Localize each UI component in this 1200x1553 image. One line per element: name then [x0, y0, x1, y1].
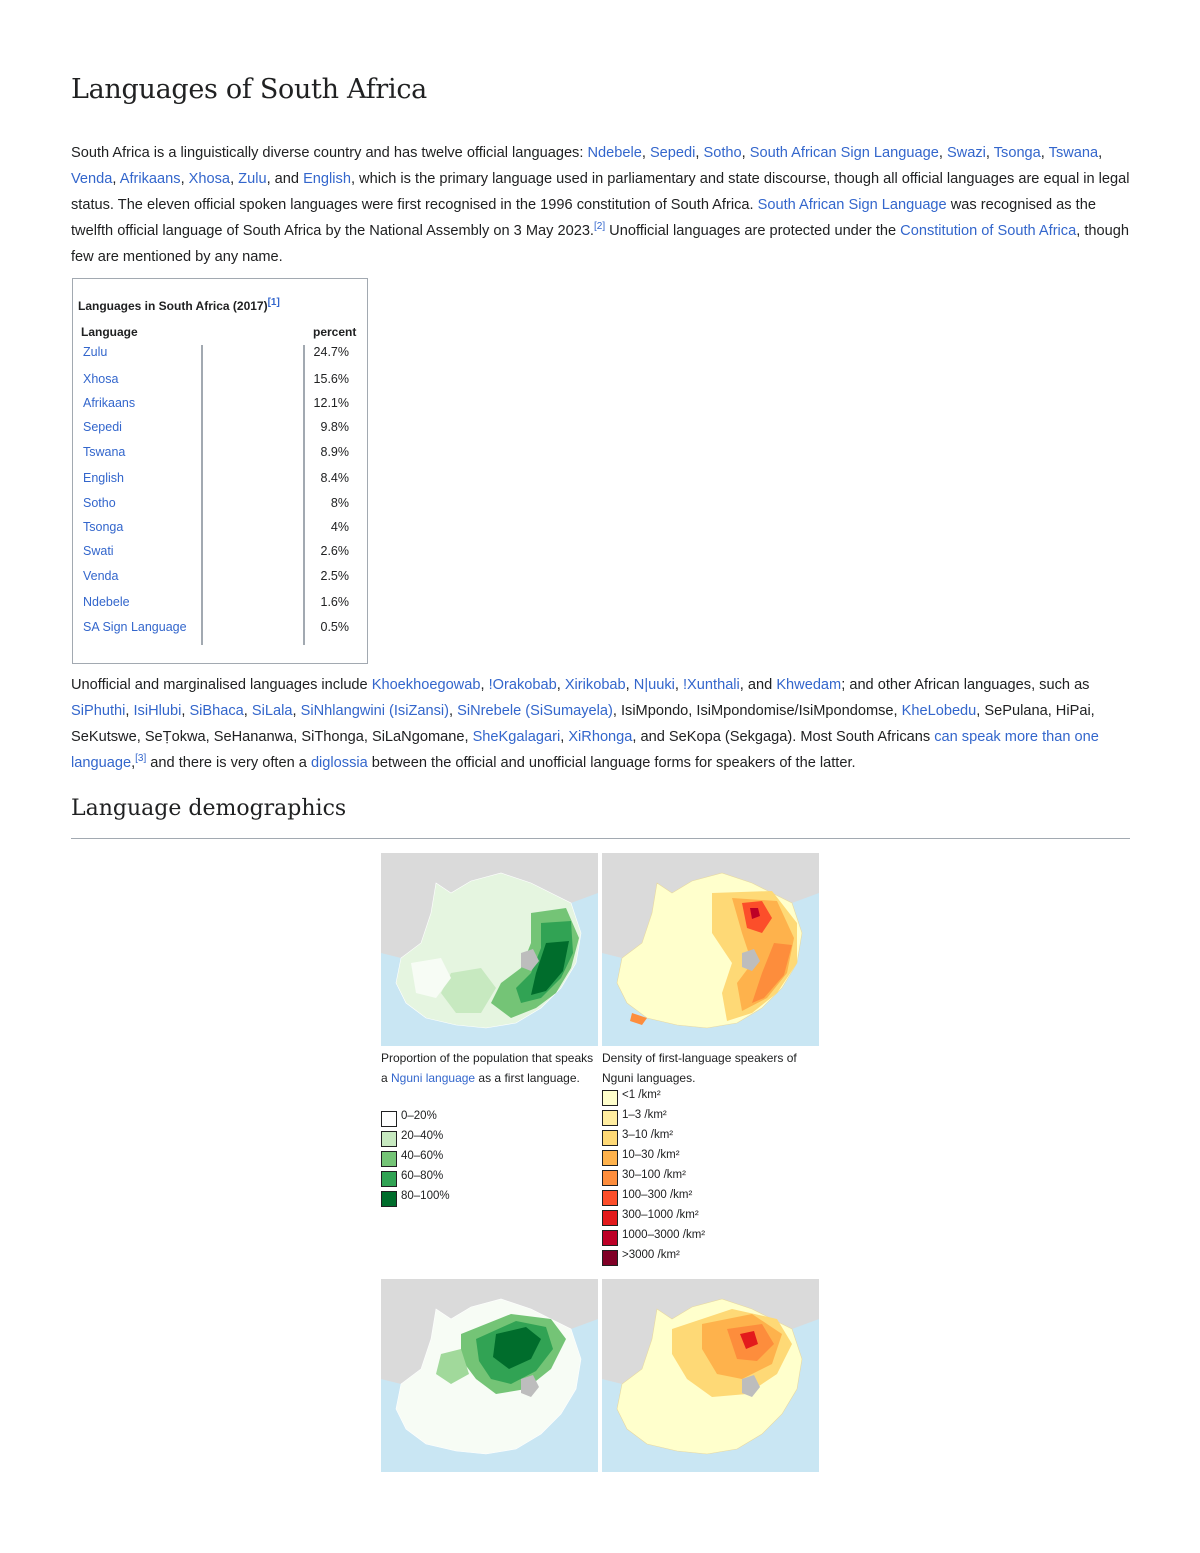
- link-xhosa[interactable]: Xhosa: [188, 171, 231, 187]
- legend-label: 1000–3000 /km²: [622, 1229, 706, 1241]
- reference-1[interactable]: [1]: [267, 297, 280, 308]
- legend-swatch: [602, 1210, 618, 1226]
- link-sibhaca[interactable]: SiBhaca: [189, 703, 244, 719]
- nguni-proportion-map[interactable]: [381, 853, 598, 1046]
- link-orakobab[interactable]: !Orakobab: [488, 677, 557, 693]
- table-row: [83, 544, 359, 566]
- legend-label: 40–60%: [401, 1150, 444, 1162]
- language-link[interactable]: Tswana: [83, 445, 126, 459]
- language-link[interactable]: English: [83, 471, 124, 485]
- page-title: Languages of South Africa: [71, 74, 427, 105]
- link-south-african-sign-language[interactable]: South African Sign Language: [749, 145, 939, 161]
- language-link[interactable]: Afrikaans: [83, 396, 136, 410]
- table-row: [83, 372, 359, 394]
- legend-label: 1–3 /km²: [622, 1109, 667, 1121]
- table-caption: Languages in South Africa (2017)[1]: [78, 297, 280, 313]
- link-khwedam[interactable]: Khwedam: [776, 677, 842, 693]
- link-xunthali[interactable]: !Xunthali: [683, 677, 740, 693]
- link-nuuki[interactable]: N|uuki: [633, 677, 675, 693]
- legend-swatch: [602, 1230, 618, 1246]
- legend-swatch: [602, 1170, 618, 1186]
- language-link[interactable]: Tsonga: [83, 520, 124, 534]
- legend-label: 3–10 /km²: [622, 1129, 674, 1141]
- legend-label: 0–20%: [401, 1110, 437, 1122]
- language-link[interactable]: Swati: [83, 544, 114, 558]
- link-khoekhoegowab[interactable]: Khoekhoegowab: [371, 677, 481, 693]
- table-row: [83, 471, 359, 493]
- link-nguni-language[interactable]: Nguni language: [391, 1071, 476, 1085]
- reference-3[interactable]: [3]: [135, 753, 147, 765]
- percent-value: 4%: [330, 520, 349, 534]
- link-sinhlangwini[interactable]: SiNhlangwini (IsiZansi): [300, 703, 450, 719]
- link-xirikobab[interactable]: Xirikobab: [564, 677, 626, 693]
- table-row: [83, 496, 359, 518]
- link-south-african-sign-language-2[interactable]: South African Sign Language: [757, 197, 947, 213]
- legend-label: 300–1000 /km²: [622, 1209, 699, 1221]
- percent-value: 9.8%: [320, 420, 349, 434]
- legend-label: 30–100 /km²: [622, 1169, 686, 1181]
- legend-swatch: [381, 1171, 397, 1187]
- legend-swatch: [602, 1150, 618, 1166]
- language-link[interactable]: Ndebele: [83, 595, 130, 609]
- sotho-tswana-density-map[interactable]: [602, 1279, 819, 1472]
- percent-value: 12.1%: [313, 396, 349, 410]
- legend-swatch: [381, 1111, 397, 1127]
- percent-value: 2.5%: [320, 569, 349, 583]
- link-xirhonga[interactable]: XiRhonga: [568, 729, 633, 745]
- unofficial-languages-paragraph: Unofficial and marginalised languages include Khoekhoegowab, !Orakobab, Xirikobab, N|uuki, !Xunthali, and Khwedam; and other African languages, such as SiPhuthi, IsiHlubi, SiBhaca, SiLala, SiNhlangwini (IsiZansi), SiNrebele (SiSumayela), IsiMpondo, IsiMpondomise/IsiMpondomse, KheLobedu, SePulana, HiPai, SeKutswe, SeṬokwa, SeHananwa, SiThonga, SiLaNgomane, SheKgalagari, XiRhonga, and SeKopa (Sekgaga). Most South Africans can speak more than one language,[3] and there is very often a diglossia between the official and unofficial language forms for speakers of the latter.: [71, 677, 1099, 771]
- table-row: [83, 345, 359, 367]
- percent-value: 24.7%: [313, 345, 349, 359]
- legend-label: >3000 /km²: [622, 1249, 680, 1261]
- legend-label: 80–100%: [401, 1190, 450, 1202]
- language-link[interactable]: Sepedi: [83, 420, 122, 434]
- language-link[interactable]: Sotho: [83, 496, 116, 510]
- percent-value: 0.5%: [320, 620, 349, 634]
- link-shekgalagari[interactable]: SheKgalagari: [472, 729, 561, 745]
- link-sinrebele[interactable]: SiNrebele (SiSumayela): [457, 703, 613, 719]
- languages-table: [72, 278, 368, 664]
- link-swazi[interactable]: Swazi: [946, 145, 986, 161]
- table-row: [83, 569, 359, 591]
- table-row: [83, 396, 359, 418]
- link-silala[interactable]: SiLala: [251, 703, 293, 719]
- link-ndebele[interactable]: Ndebele: [587, 145, 642, 161]
- table-row: [83, 420, 359, 442]
- nguni-density-map[interactable]: [602, 853, 819, 1046]
- legend-swatch: [381, 1191, 397, 1207]
- section-divider: [71, 838, 1130, 839]
- legend-swatch: [602, 1090, 618, 1106]
- language-link[interactable]: Zulu: [83, 345, 108, 359]
- legend-swatch: [602, 1190, 618, 1206]
- percent-value: 8.9%: [320, 445, 349, 459]
- link-siphuthi[interactable]: SiPhuthi: [71, 703, 126, 719]
- link-tsonga[interactable]: Tsonga: [993, 145, 1041, 161]
- column-header-language: Language: [81, 325, 138, 339]
- section-heading: Language demographics: [71, 796, 347, 821]
- link-afrikaans[interactable]: Afrikaans: [119, 171, 181, 187]
- link-zulu[interactable]: Zulu: [238, 171, 267, 187]
- link-diglossia[interactable]: diglossia: [310, 755, 368, 771]
- intro-paragraph: South Africa is a linguistically diverse country and has twelve official languages: Ndebele, Sepedi, Sotho, South African Sign Language, Swazi, Tsonga, Tswana, Venda, Afrikaans, Xhosa, Zulu, and English, which is the primary language used in parliamentary and state discourse, though all official languages are equal in legal status. The eleven official spoken languages were first recognised in the 1996 constitution of South Africa. South African Sign Language was recognised as the twelfth official language of South Africa by the National Assembly on 3 May 2023.[2] Unofficial languages are protected under the Constitution of South Africa, though few are mentioned by any name.: [71, 145, 1130, 265]
- density-map-caption: Density of first-language speakers of Nguni languages.: [602, 1051, 797, 1085]
- legend-swatch: [602, 1110, 618, 1126]
- percent-value: 15.6%: [313, 372, 349, 386]
- legend-label: 20–40%: [401, 1130, 444, 1142]
- column-header-percent: percent: [313, 325, 357, 339]
- link-tswana[interactable]: Tswana: [1048, 145, 1099, 161]
- percent-value: 1.6%: [320, 595, 349, 609]
- table-row: [83, 620, 359, 642]
- link-multilingualism[interactable]: can speak more than one language: [71, 729, 1099, 771]
- link-sotho[interactable]: Sotho: [703, 145, 742, 161]
- link-constitution[interactable]: Constitution of South Africa: [900, 223, 1077, 239]
- link-khelobedu[interactable]: KheLobedu: [901, 703, 977, 719]
- table-row: [83, 595, 359, 617]
- legend-label: 100–300 /km²: [622, 1189, 693, 1201]
- language-link[interactable]: SA Sign Language: [83, 620, 187, 634]
- percent-value: 2.6%: [320, 544, 349, 558]
- percent-value: 8%: [330, 496, 349, 510]
- table-row: [83, 445, 359, 467]
- table-row: [83, 520, 359, 542]
- legend-label: 10–30 /km²: [622, 1149, 680, 1161]
- language-link[interactable]: Venda: [83, 569, 119, 583]
- legend-label: 60–80%: [401, 1170, 444, 1182]
- legend-label: <1 /km²: [622, 1089, 661, 1101]
- percent-value: 8.4%: [320, 471, 349, 485]
- link-venda[interactable]: Venda: [71, 171, 113, 187]
- language-link[interactable]: Xhosa: [83, 372, 119, 386]
- link-isihlubi[interactable]: IsiHlubi: [133, 703, 182, 719]
- legend-swatch: [381, 1131, 397, 1147]
- link-sepedi[interactable]: Sepedi: [649, 145, 696, 161]
- link-english[interactable]: English: [303, 171, 351, 187]
- sotho-tswana-proportion-map[interactable]: [381, 1279, 598, 1472]
- proportion-map-caption: Proportion of the population that speaks a Nguni language as a first language.: [381, 1051, 594, 1085]
- reference-2[interactable]: [2]: [594, 221, 606, 233]
- legend-swatch: [381, 1151, 397, 1167]
- legend-swatch: [602, 1250, 618, 1266]
- legend-swatch: [602, 1130, 618, 1146]
